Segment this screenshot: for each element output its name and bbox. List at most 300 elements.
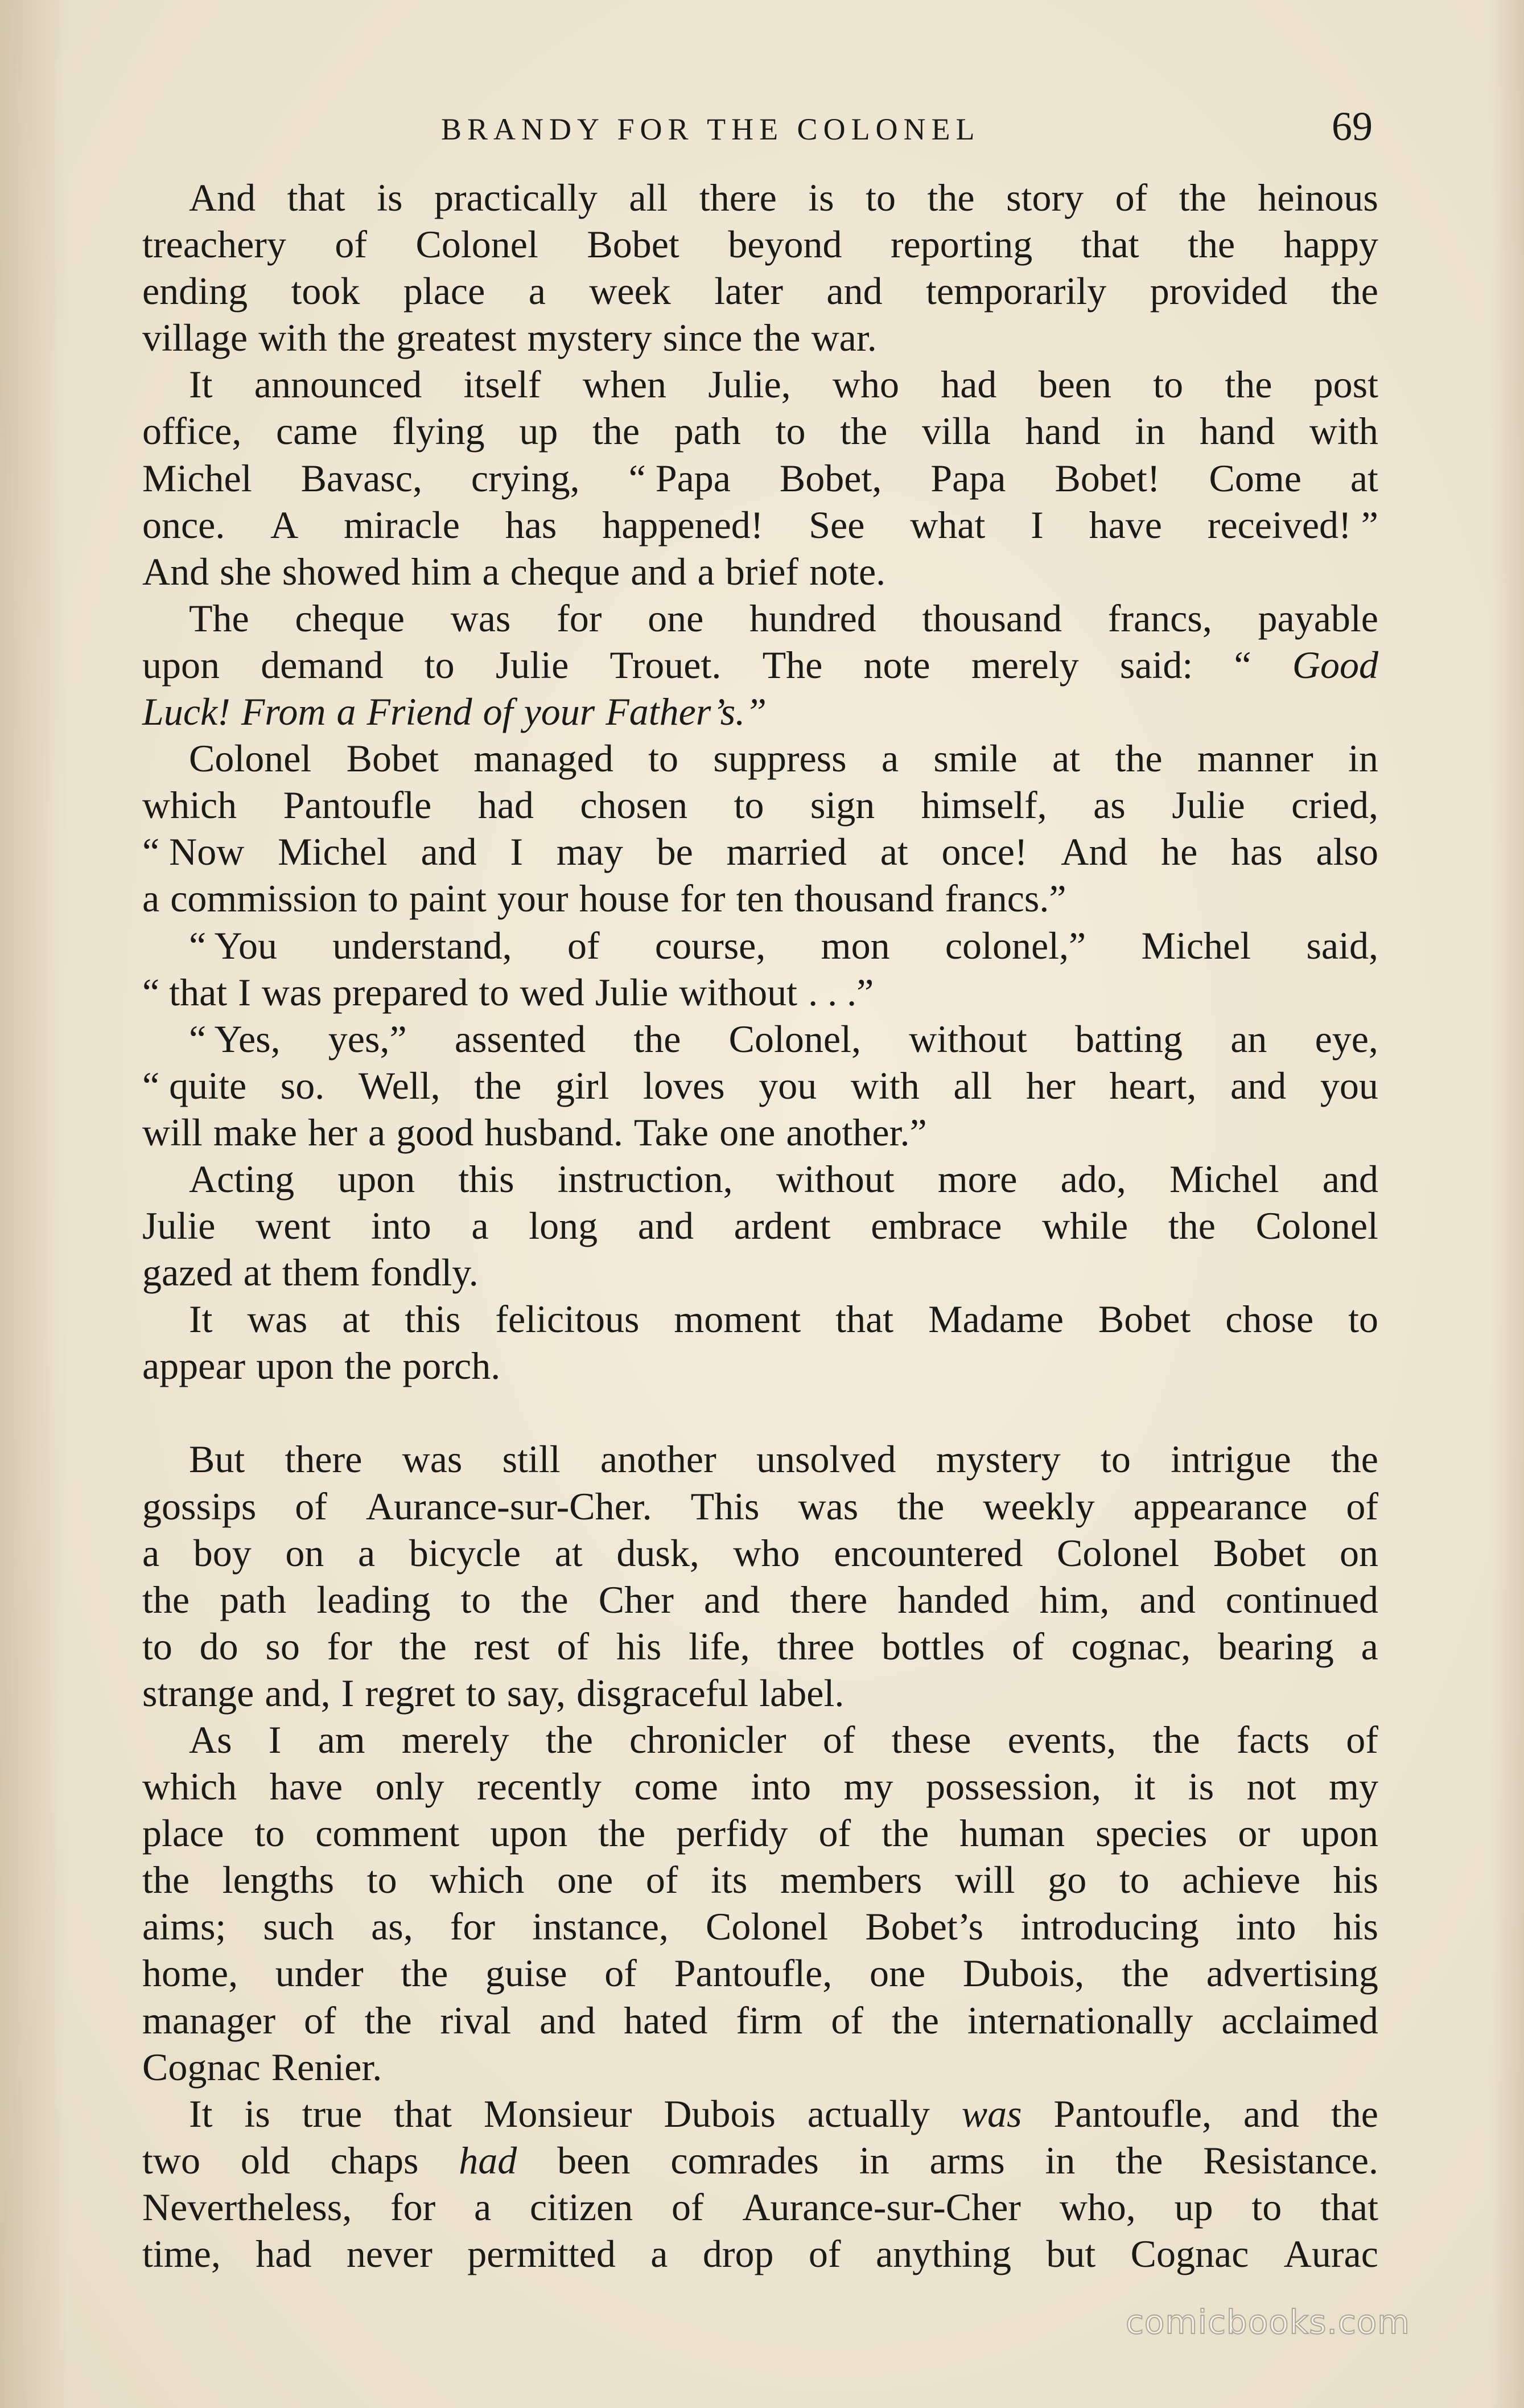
word: said: <box>1119 643 1193 687</box>
text-line <box>142 688 1378 735</box>
word: his <box>1333 1905 1378 1949</box>
text-line <box>142 455 1378 502</box>
word: a <box>471 1204 489 1248</box>
word: Dubois, <box>962 1951 1085 1995</box>
word: aims; <box>142 1905 226 1949</box>
word: who <box>733 1531 800 1575</box>
word: batting <box>1075 1017 1183 1061</box>
word: Father’s.” <box>606 690 767 734</box>
word: strange <box>142 1671 254 1715</box>
word: to <box>368 877 398 921</box>
word: at <box>554 1531 583 1575</box>
word: a <box>528 269 546 313</box>
word: her <box>308 1110 357 1154</box>
word: to <box>775 409 806 453</box>
word: and <box>1230 1063 1287 1107</box>
word: who, <box>1059 2185 1136 2229</box>
word: house <box>579 877 670 921</box>
word: practically <box>434 176 598 219</box>
word: regret <box>365 1671 455 1715</box>
word: a <box>650 2232 668 2276</box>
text-line <box>142 408 1378 454</box>
word: hand <box>1200 409 1275 453</box>
word: Colonel <box>415 223 538 266</box>
word: and <box>631 549 687 593</box>
word: Pantoufle, <box>1053 2091 1212 2135</box>
word: Colonel <box>1056 1531 1180 1575</box>
text-line <box>142 642 1378 688</box>
word: am <box>318 1718 365 1761</box>
word: See <box>809 503 865 546</box>
word: the <box>1179 176 1226 219</box>
word: upon <box>256 1344 334 1388</box>
word: sign <box>810 783 875 827</box>
word: beyond <box>728 223 842 266</box>
word: while <box>1042 1204 1128 1248</box>
word: “ quite <box>142 1063 247 1107</box>
word: Pantoufle <box>283 783 432 827</box>
text-line <box>142 1530 1378 1576</box>
word: a <box>1361 1624 1378 1668</box>
word: cried, <box>1291 783 1378 827</box>
word: anything <box>875 2232 1011 2276</box>
word: a <box>881 737 899 780</box>
text-line <box>142 1997 1378 2044</box>
word: rival <box>440 1998 512 2042</box>
word: was <box>402 1437 463 1481</box>
word: the <box>1115 737 1163 780</box>
word: my <box>1329 1765 1378 1809</box>
word: into <box>751 1765 812 1809</box>
word: announced <box>254 363 422 406</box>
word: Julie <box>1172 783 1245 827</box>
word: them <box>282 1251 360 1295</box>
word: Trouet. <box>609 643 722 687</box>
word: bicycle <box>409 1531 521 1575</box>
word: has <box>505 503 557 546</box>
text-line <box>142 1576 1378 1623</box>
word: the <box>1331 1437 1378 1481</box>
word: Pantoufle, <box>674 1951 833 1995</box>
word: received! ” <box>1207 503 1378 546</box>
word: the <box>1115 2138 1163 2182</box>
word: events, <box>1007 1718 1117 1761</box>
word: mon <box>821 923 890 967</box>
word: reporting <box>890 223 1033 266</box>
word: hundred <box>749 596 876 640</box>
word: to <box>424 643 455 687</box>
word: and, <box>265 1671 331 1715</box>
word: life, <box>689 1624 750 1668</box>
text-line <box>142 174 1378 221</box>
word: Cognac <box>142 2045 261 2089</box>
word: human <box>959 1811 1065 1855</box>
word: I <box>238 970 251 1014</box>
word: thousand <box>922 596 1062 640</box>
word: its <box>711 1858 748 1902</box>
word: for <box>680 877 726 921</box>
word: is <box>808 176 834 219</box>
word: mystery <box>527 316 652 360</box>
word: itself <box>463 363 541 406</box>
word: was <box>798 1484 859 1528</box>
word: a <box>336 690 356 734</box>
word: that <box>287 176 345 219</box>
word: there <box>285 1437 363 1481</box>
word: the <box>1188 223 1235 266</box>
word: guise <box>485 1951 567 1995</box>
word: into <box>370 1204 431 1248</box>
word: girl <box>555 1063 609 1107</box>
word: Acting <box>189 1157 295 1201</box>
word: may <box>556 830 623 874</box>
word: Julie <box>495 643 569 687</box>
word: felicitous <box>495 1297 640 1341</box>
word: greatest <box>396 316 517 360</box>
word: a <box>474 2185 492 2229</box>
word: for <box>327 1624 372 1668</box>
word: mystery <box>936 1437 1061 1481</box>
word: achieve <box>1182 1858 1300 1902</box>
word: the <box>399 1624 447 1668</box>
word: to <box>734 783 764 827</box>
word: permitted <box>467 2232 616 2276</box>
word: the <box>545 1718 593 1761</box>
word: weekly <box>983 1484 1095 1528</box>
word: hated <box>624 1998 708 2042</box>
word: with <box>258 316 327 360</box>
text-line <box>142 1903 1378 1950</box>
word: Bobet! <box>1055 456 1160 500</box>
word: will <box>142 1110 203 1154</box>
word: And <box>189 176 256 219</box>
word: smile <box>933 737 1018 780</box>
word: chronicler <box>629 1718 786 1761</box>
word: Michel <box>1141 923 1251 967</box>
word: Cognac <box>1130 2232 1249 2276</box>
word: showed <box>282 549 401 593</box>
word: merely <box>971 643 1079 687</box>
text-line <box>142 1670 1378 1716</box>
word: to <box>1153 363 1184 406</box>
word: that <box>1081 223 1139 266</box>
word: happened! <box>602 503 764 546</box>
text-line <box>142 548 1378 595</box>
word: Monsieur <box>483 2091 632 2135</box>
text-line <box>142 1436 1378 1482</box>
word: these <box>891 1718 971 1761</box>
word: of <box>1346 1718 1378 1761</box>
text-line <box>142 502 1378 548</box>
word: had <box>256 2232 312 2276</box>
word: the <box>927 176 975 219</box>
word: Bobet’s <box>865 1905 984 1949</box>
word: once! <box>941 830 1028 874</box>
word: story <box>1006 176 1084 219</box>
text-line <box>142 2184 1378 2230</box>
word: the <box>882 1811 929 1855</box>
word: Colonel <box>705 1905 829 1949</box>
word: and <box>703 1577 760 1621</box>
word: “ You <box>189 923 277 967</box>
word: for <box>450 1905 496 1949</box>
word: “ that <box>142 970 228 1014</box>
word: firm <box>736 1998 803 2042</box>
word: Michel <box>142 456 252 500</box>
word: appear <box>142 1344 246 1388</box>
word: of <box>1346 1484 1378 1528</box>
word: with <box>1309 409 1378 453</box>
word: Resistance. <box>1203 2138 1378 2182</box>
word: . . .” <box>808 970 874 1014</box>
running-head: BRANDY FOR THE COLONEL <box>441 112 981 146</box>
text-line <box>142 782 1378 828</box>
word: one <box>719 1110 776 1154</box>
word: moment <box>674 1297 801 1341</box>
word: had <box>477 783 534 827</box>
word: to <box>866 176 896 219</box>
word: of <box>604 1951 637 1995</box>
word: to <box>648 737 679 780</box>
word: Aurance-sur-Cher <box>742 2185 1021 2229</box>
word: Luck! <box>142 690 230 734</box>
word: there <box>790 1577 868 1621</box>
word: happy <box>1283 223 1378 266</box>
word: more <box>937 1157 1018 1201</box>
word: office, <box>142 409 242 453</box>
text-line <box>142 735 1378 782</box>
word: when <box>582 363 667 406</box>
word: The <box>189 596 249 640</box>
word: have <box>1089 503 1162 546</box>
word: rest <box>473 1624 530 1668</box>
word: A <box>270 503 299 546</box>
body-text <box>142 174 1378 2277</box>
word: ardent <box>734 1204 831 1248</box>
word: the <box>598 1811 646 1855</box>
word: appearance <box>1133 1484 1308 1528</box>
word: I <box>268 1718 282 1761</box>
word: your <box>524 690 595 734</box>
word: villa <box>921 409 991 453</box>
word: “ Yes, <box>189 1017 281 1061</box>
word: fondly. <box>370 1251 479 1295</box>
word: porch. <box>402 1344 501 1388</box>
word: time, <box>142 2232 221 2276</box>
word: Julie <box>595 970 669 1014</box>
word: place <box>403 269 485 313</box>
word: Well, <box>358 1063 440 1107</box>
word: this <box>405 1297 461 1341</box>
word: I <box>1031 503 1044 546</box>
word: embrace <box>871 1204 1002 1248</box>
word: the <box>401 1951 448 1995</box>
word: without <box>776 1157 895 1201</box>
text-line <box>142 1623 1378 1670</box>
word: cognac, <box>1071 1624 1191 1668</box>
word: Dubois <box>664 2091 776 2135</box>
word: wed <box>520 970 584 1014</box>
word: Julie <box>142 1204 216 1248</box>
text-line <box>142 268 1378 314</box>
word: under <box>275 1951 364 1995</box>
word: the <box>840 409 888 453</box>
word: Bobet <box>587 223 679 266</box>
word: “ Papa <box>628 456 731 500</box>
word: for <box>557 596 602 640</box>
word: and <box>637 1204 694 1248</box>
word: is <box>1188 1765 1214 1809</box>
text-line <box>142 314 1378 361</box>
word: chose <box>1225 1297 1314 1341</box>
word: and <box>1322 1157 1378 1201</box>
word: also <box>1316 830 1378 874</box>
word: of <box>1115 176 1148 219</box>
word: been <box>1038 363 1111 406</box>
word: since <box>662 316 743 360</box>
word: the <box>1225 363 1272 406</box>
text-line <box>142 1342 1378 1389</box>
word: path <box>674 409 741 453</box>
word: Michel <box>1169 1157 1279 1201</box>
word: to <box>1119 1858 1150 1902</box>
word: came <box>276 409 358 453</box>
word: in <box>1135 409 1165 453</box>
word: handed <box>897 1577 1010 1621</box>
word: say, <box>506 1671 566 1715</box>
word: had <box>941 363 997 406</box>
word: continued <box>1225 1577 1378 1621</box>
word: course, <box>654 923 766 967</box>
word: species <box>1095 1811 1208 1855</box>
word: his <box>616 1624 662 1668</box>
word: is <box>377 176 403 219</box>
word: upon <box>142 643 220 687</box>
word: the <box>1152 1718 1200 1761</box>
word: without <box>909 1017 1027 1061</box>
word: which <box>430 1858 525 1902</box>
word: or <box>1238 1811 1271 1855</box>
word: to <box>142 1624 172 1668</box>
word: post <box>1313 363 1378 406</box>
text-line <box>142 1016 1378 1062</box>
word: francs.” <box>945 877 1066 921</box>
word: went <box>256 1204 331 1248</box>
word: place <box>142 1811 224 1855</box>
word: Come <box>1209 456 1301 500</box>
word: dusk, <box>616 1531 699 1575</box>
word: of <box>808 2232 841 2276</box>
word: of <box>818 1811 851 1855</box>
word: said, <box>1306 923 1378 967</box>
word: a <box>368 1110 386 1154</box>
word: three <box>777 1624 855 1668</box>
word: was <box>450 596 511 640</box>
word: demand <box>261 643 384 687</box>
word: payable <box>1258 596 1378 640</box>
word: make <box>213 1110 298 1154</box>
word: upon <box>337 1157 415 1201</box>
word: was <box>247 1297 308 1341</box>
word: a <box>482 549 500 593</box>
word: the <box>1331 2091 1378 2135</box>
word: to <box>460 1577 491 1621</box>
text-line <box>142 1716 1378 1763</box>
word: good <box>396 1110 474 1154</box>
word: all <box>953 1063 992 1107</box>
text-line <box>142 221 1378 268</box>
word: facts <box>1236 1718 1310 1761</box>
word: there <box>699 176 777 219</box>
word: he <box>1161 830 1198 874</box>
word: Nevertheless, <box>142 2185 352 2229</box>
word: “ <box>1234 643 1251 687</box>
word: to <box>1348 1297 1378 1341</box>
word: one <box>648 596 704 640</box>
text-line <box>142 875 1378 922</box>
word: the <box>521 1577 569 1621</box>
text-line <box>142 2090 1378 2137</box>
word: been <box>557 2138 631 2182</box>
word: cheque <box>295 596 405 640</box>
word: drop <box>702 2232 774 2276</box>
word: Michel <box>278 830 388 874</box>
word: two <box>142 2138 200 2182</box>
word: as, <box>371 1905 413 1949</box>
text-line <box>142 1950 1378 1996</box>
word: up <box>519 409 558 453</box>
word: Bobet <box>1213 1531 1306 1575</box>
word: the <box>1168 1204 1216 1248</box>
word: I <box>510 830 524 874</box>
word: old <box>240 2138 290 2182</box>
word: his <box>1333 1858 1378 1902</box>
word: and <box>1139 1577 1196 1621</box>
word: her <box>1026 1063 1076 1107</box>
word: path <box>220 1577 287 1621</box>
word: Colonel <box>189 737 312 780</box>
word: flying <box>392 409 485 453</box>
word: and <box>826 269 883 313</box>
text-line <box>142 1156 1378 1202</box>
word: week <box>589 269 671 313</box>
word: label. <box>759 1671 845 1715</box>
word: treachery <box>142 223 286 266</box>
word: merely <box>401 1718 509 1761</box>
word: and <box>1243 2091 1300 2135</box>
word: the <box>592 409 640 453</box>
word: eye, <box>1315 1017 1378 1061</box>
word: members <box>780 1858 922 1902</box>
word: Friend <box>366 690 472 734</box>
word: of <box>567 923 600 967</box>
word: of <box>671 2185 704 2229</box>
word: advertising <box>1206 1951 1378 1995</box>
word: a <box>357 1531 376 1575</box>
word: war. <box>811 316 877 360</box>
word: him <box>411 549 472 593</box>
word: another.” <box>786 1110 927 1154</box>
word: Madame <box>928 1297 1064 1341</box>
word: you <box>1320 1063 1378 1107</box>
word: your <box>497 877 569 921</box>
word: married <box>726 830 847 874</box>
word: all <box>629 176 668 219</box>
word: was <box>961 2091 1022 2135</box>
word: long <box>529 1204 598 1248</box>
word: provided <box>1150 269 1288 313</box>
word: later <box>714 269 783 313</box>
